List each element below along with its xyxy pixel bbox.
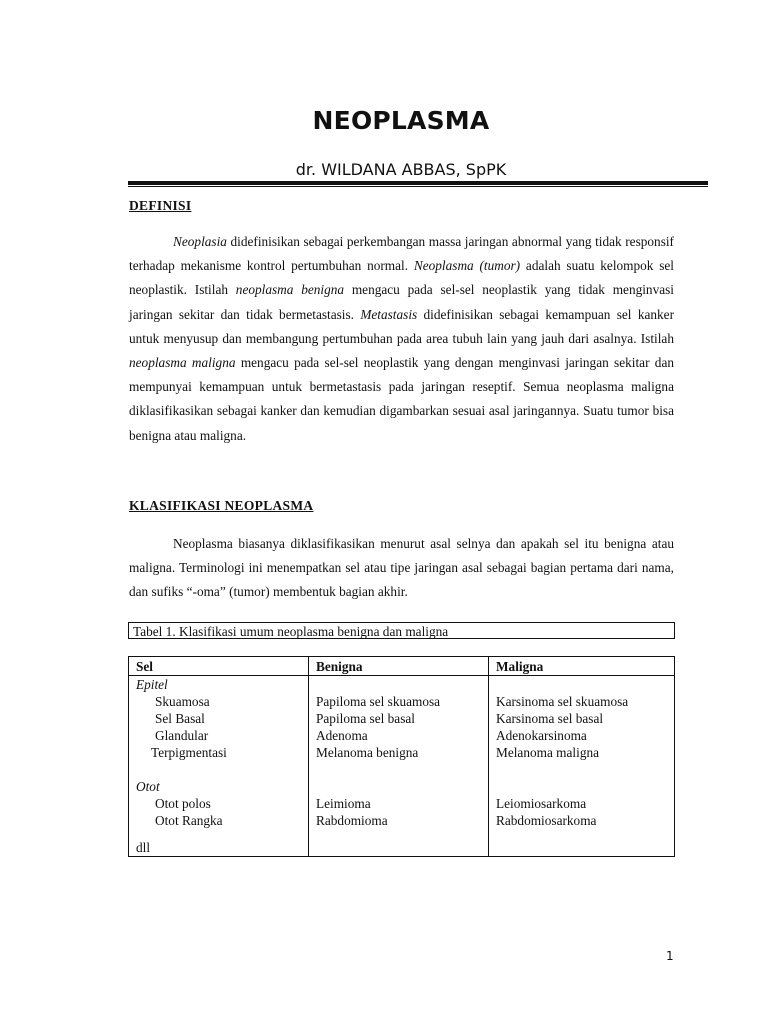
definisi-paragraph xyxy=(129,230,674,448)
cell-sel: Terpigmentasi xyxy=(151,745,227,760)
spacer xyxy=(496,761,674,778)
header-maligna: Maligna xyxy=(489,657,675,676)
spacer xyxy=(316,676,488,693)
spacer xyxy=(316,778,488,795)
cell-maligna: Adenokarsinoma xyxy=(496,728,587,743)
cell-maligna: Melanoma maligna xyxy=(496,745,600,760)
term-neoplasma-maligna: neoplasma maligna xyxy=(129,355,236,371)
cell-maligna: Leiomiosarkoma xyxy=(496,796,587,811)
cell-benigna: Leimioma xyxy=(316,796,371,811)
cell-sel: Otot Rangka xyxy=(155,813,223,828)
document-title: NEOPLASMA xyxy=(312,106,490,135)
title-divider xyxy=(128,181,708,187)
spacer xyxy=(496,778,674,795)
term-neoplasia: Neoplasia xyxy=(173,234,227,249)
cell-benigna: Rabdomioma xyxy=(316,813,388,828)
term-neoplasma-tumor: Neoplasma (tumor) xyxy=(413,258,521,274)
cell-maligna: Karsinoma sel skuamosa xyxy=(496,694,629,709)
section-heading-definisi: DEFINISI xyxy=(129,198,192,213)
table-footer-dll: dll xyxy=(136,840,151,855)
text-run: didefinisikan sebagai perkembangan massa jaringan abnormal yang tidak responsif terhadap mekanisme kontrol pertumbuhan normal. xyxy=(129,234,674,274)
text-run: mengacu pada sel-sel neoplastik yang dengan menginvasi jaringan sekitar dan mempunyai kemampuan untuk bermetastasis pada jaringan reseptif. Semua neoplasma maligna diklasifikasikan sebagai kanker dan kemudian digambarkan sesuai asal jaringannya. Suatu tumor bisa benigna atau maligna. xyxy=(129,355,675,443)
klasifikasi-paragraph xyxy=(129,532,674,605)
cell-sel: Otot polos xyxy=(155,796,211,811)
column-maligna xyxy=(489,676,675,857)
cell-benigna: Melanoma benigna xyxy=(316,745,419,760)
text-run: didefinisikan sebagai kemampuan sel kanker untuk menyusup dan membangung pertumbuhan pada area tubuh lain yang jauh dari asalnya. Istilah xyxy=(129,306,674,346)
document-author: dr. WILDANA ABBAS, SpPK xyxy=(295,160,507,179)
cell-maligna: Rabdomiosarkoma xyxy=(496,813,597,828)
column-sel xyxy=(129,676,309,857)
text-run: Neoplasma biasanya diklasifikasikan menurut asal selnya dan apakah sel itu benigna atau maligna. Terminologi ini menempatkan sel atau tipe jaringan asal sebagai bagian pertama dari nama, dan sufiks “-oma” (tumor) membentuk bagian akhir. xyxy=(129,536,674,600)
cell-sel: Glandular xyxy=(155,728,209,743)
column-benigna xyxy=(309,676,489,857)
term-metastasis: Metastasis xyxy=(360,306,418,322)
table-caption: Tabel 1. Klasifikasi umum neoplasma benigna dan maligna xyxy=(128,622,675,639)
classification-table xyxy=(128,656,675,857)
table-header-row xyxy=(129,657,675,676)
text-run: mengacu pada sel-sel neoplastik yang tidak menginvasi jaringan sekitar dan tidak bermetastasis. xyxy=(129,282,674,322)
group-label-otot: Otot xyxy=(136,779,160,794)
section-heading-klasifikasi: KLASIFIKASI NEOPLASMA xyxy=(129,498,314,513)
cell-benigna: Papiloma sel basal xyxy=(316,711,415,726)
spacer xyxy=(136,761,308,778)
header-benigna: Benigna xyxy=(309,657,489,676)
text-run: adalah suatu kelompok sel neoplastik. Istilah xyxy=(129,258,675,298)
spacer xyxy=(496,676,674,693)
spacer xyxy=(136,829,308,839)
table-body-row xyxy=(129,676,675,857)
cell-benigna: Adenoma xyxy=(316,728,368,743)
cell-sel: Skuamosa xyxy=(155,694,210,709)
spacer xyxy=(316,761,488,778)
cell-maligna: Karsinoma sel basal xyxy=(496,711,604,726)
header-sel: Sel xyxy=(129,657,309,676)
page-number: 1 xyxy=(666,949,674,963)
group-label-epitel: Epitel xyxy=(136,677,168,692)
cell-benigna: Papiloma sel skuamosa xyxy=(316,694,441,709)
term-neoplasma-benigna: neoplasma benigna xyxy=(235,282,345,298)
cell-sel: Sel Basal xyxy=(155,711,205,726)
